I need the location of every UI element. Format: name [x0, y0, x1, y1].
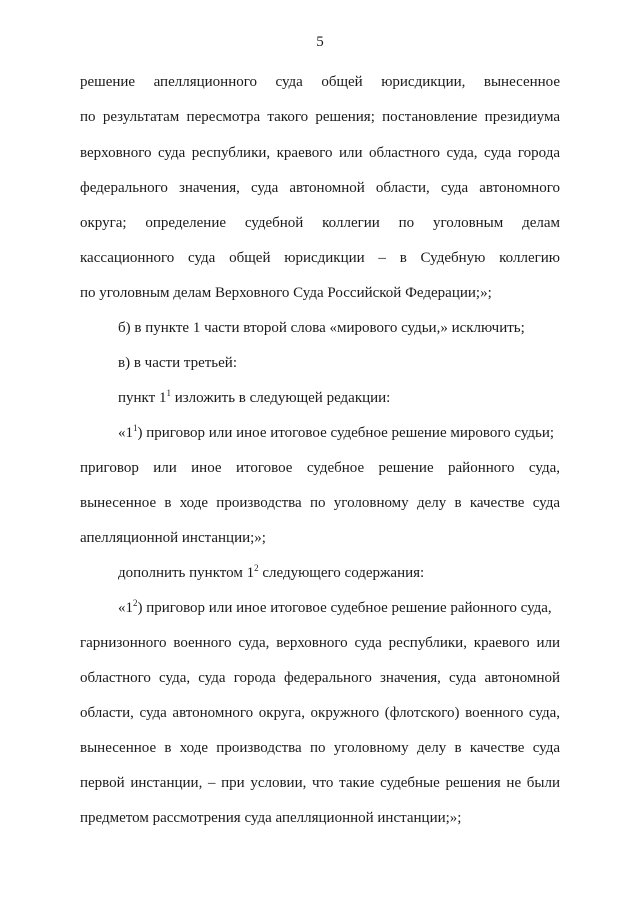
- text-line: в) в части третьей:: [118, 355, 237, 371]
- text-line: вынесенное в ходе производства по уголовному делу в качестве суда: [80, 740, 560, 756]
- text-line: округа; определение судебной коллегии по уголовным делам: [80, 215, 560, 231]
- superscript: 1: [166, 388, 171, 398]
- text-line: верховного суда республики, краевого или областного суда, суда города: [80, 145, 560, 161]
- text-line: пункт $1^1$ изложить в следующей редакции:: [118, 388, 391, 406]
- text-line: по уголовным делам Верховного Суда Российской Федерации;»;: [80, 285, 492, 301]
- text-line: по результатам пересмотра такого решения; постановление президиума: [80, 109, 560, 125]
- superscript: 2: [254, 563, 259, 573]
- text-line: приговор или иное итоговое судебное решение районного суда,: [80, 460, 560, 476]
- text-line: гарнизонного военного суда, верховного суда республики, краевого или: [80, 635, 560, 651]
- text-line: б) в пункте 1 части второй слова «мирового судьи,» исключить;: [118, 320, 525, 336]
- text-line: области, суда автономного округа, окружного (флотского) военного суда,: [80, 705, 560, 721]
- text-line: «$1^1$) приговор или иное итоговое судебное решение мирового судьи;: [118, 423, 555, 441]
- page-number: 5: [316, 34, 324, 50]
- text-line: предметом рассмотрения суда апелляционной инстанции;»;: [80, 810, 462, 826]
- text-line: дополнить пунктом $1^2$ следующего содержания:: [118, 563, 425, 581]
- text-line: областного суда, суда города федерального значения, суда автономной: [80, 670, 560, 686]
- text-line: апелляционной инстанции;»;: [80, 530, 266, 546]
- text-line: решение апелляционного суда общей юрисдикции, вынесенное: [80, 74, 560, 90]
- text-line: первой инстанции, – при условии, что такие судебные решения не были: [80, 775, 560, 791]
- text-line: вынесенное в ходе производства по уголовному делу в качестве суда: [80, 495, 560, 511]
- text-line: «$1^2$) приговор или иное итоговое судебное решение районного суда,: [118, 598, 552, 616]
- superscript: 1: [133, 423, 138, 433]
- superscript: 2: [133, 598, 138, 608]
- text-line: кассационного суда общей юрисдикции – в Судебную коллегию: [80, 250, 560, 266]
- text-line: федерального значения, суда автономной области, суда автономного: [80, 180, 560, 196]
